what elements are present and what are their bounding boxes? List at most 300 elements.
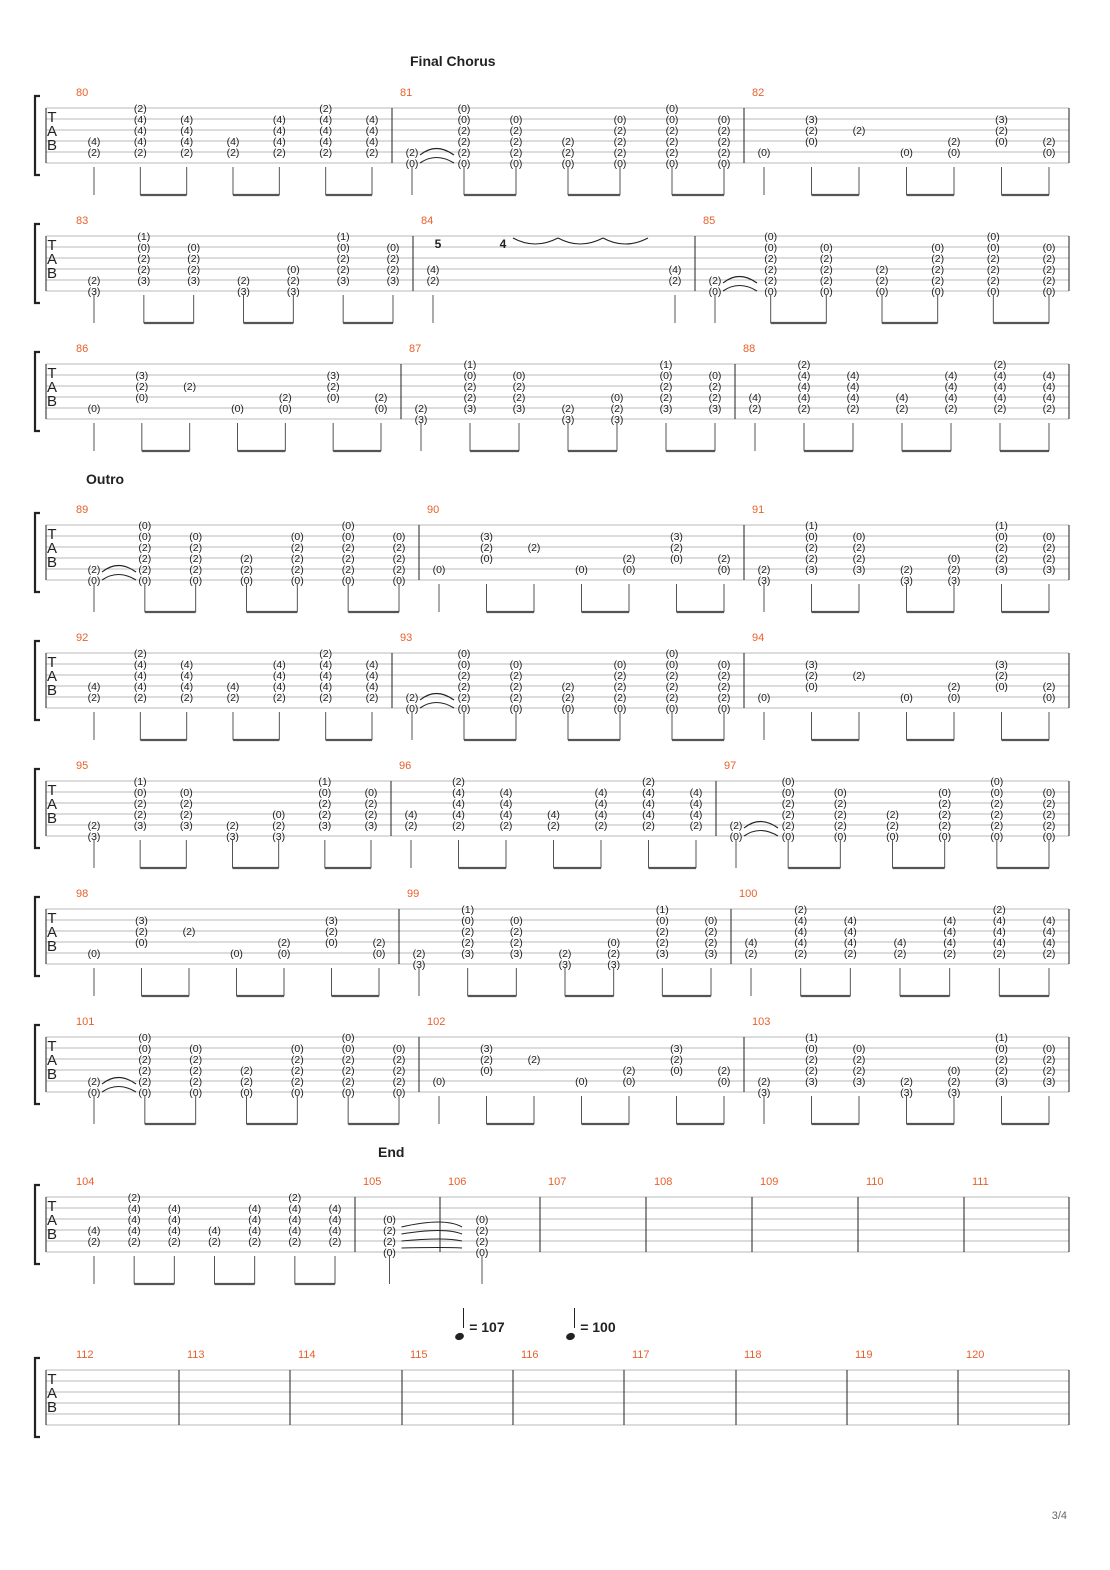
fret-number: (2) <box>852 670 866 682</box>
fret-number: (0) <box>931 286 945 298</box>
fret-number: (3) <box>237 286 250 298</box>
fret-number: (3) <box>659 403 673 415</box>
fret-number: (2) <box>943 948 957 960</box>
fret-number: (0) <box>931 242 945 254</box>
fret-number: (3) <box>670 1043 683 1055</box>
fret-number: (2) <box>665 136 679 148</box>
fret-number: (2) <box>480 542 493 554</box>
measure-number: 116 <box>521 1349 539 1361</box>
tab-clef-letter: T <box>47 109 57 126</box>
fret-number: (2) <box>364 809 378 821</box>
fret-number: (2) <box>392 553 406 565</box>
tie-arc <box>603 238 648 244</box>
fret-number: (0) <box>819 242 833 254</box>
fret-number: (0) <box>717 703 731 715</box>
fret-number: (0) <box>995 1043 1008 1055</box>
tab-clef-letter: T <box>47 654 57 671</box>
fret-number: (2) <box>875 275 889 287</box>
fret-number: (4) <box>689 809 703 821</box>
fret-number: (2) <box>986 264 1000 276</box>
fret-number: (2) <box>659 381 673 393</box>
fret-number: (0) <box>995 531 1008 543</box>
fret-number: (2) <box>805 125 818 137</box>
fret-number: (0) <box>461 915 475 927</box>
fret-number: (2) <box>852 553 866 565</box>
fret-number: (3) <box>947 1087 961 1099</box>
tempo-mark-100: = 100 <box>566 1312 616 1335</box>
fret-number: (2) <box>87 1236 101 1248</box>
measure-number: 88 <box>743 343 756 355</box>
fret-number: (3) <box>480 531 493 543</box>
measure-number: 111 <box>972 1176 989 1188</box>
fret-number: (0) <box>947 147 961 159</box>
fret-number: (2) <box>781 820 795 832</box>
fret-number: (4) <box>248 1225 262 1237</box>
fret-number: (2) <box>717 670 731 682</box>
fret-number: (2) <box>319 147 333 159</box>
fret-number: (3) <box>947 575 961 587</box>
fret-number: (0) <box>286 264 300 276</box>
measure-number: 115 <box>410 1349 428 1361</box>
measure-number: 105 <box>363 1176 382 1188</box>
fret-number: (2) <box>240 564 253 576</box>
fret-number: (1) <box>137 231 151 243</box>
measure-number: 106 <box>448 1176 467 1188</box>
fret-number: (2) <box>990 798 1004 810</box>
fret-number: (4) <box>365 659 379 671</box>
fret-number: (4) <box>272 114 286 126</box>
fret-number: (0) <box>622 1076 636 1088</box>
fret-number: (0) <box>457 659 471 671</box>
fret-number: (0) <box>187 242 201 254</box>
fret-number: (3) <box>607 959 621 971</box>
fret-number: (0) <box>833 787 847 799</box>
fret-number: (0) <box>135 392 149 404</box>
fret-number: (0) <box>781 787 795 799</box>
fret-number: (4) <box>547 809 560 821</box>
fret-number: (2) <box>278 392 292 404</box>
fret-number: (3) <box>558 959 572 971</box>
fret-number: (2) <box>179 809 193 821</box>
measure-number: 85 <box>703 215 716 227</box>
fret-number: (2) <box>670 1054 683 1066</box>
fret-number: (2) <box>392 542 406 554</box>
fret-number: (4) <box>272 659 286 671</box>
measure-number: 86 <box>76 343 89 355</box>
fret-number: (2) <box>87 820 101 832</box>
fret-number: (0) <box>87 575 101 587</box>
fret-number: (4) <box>943 937 957 949</box>
fret-number: (3) <box>325 915 338 927</box>
fret-number: (4) <box>167 1203 181 1215</box>
fret-number: (4) <box>992 937 1006 949</box>
fret-number: (0) <box>87 948 101 960</box>
fret-number: (0) <box>665 158 679 170</box>
fret-number: (4) <box>846 370 860 382</box>
fret-number: (3) <box>87 831 101 843</box>
fret-number: (0) <box>457 703 471 715</box>
fret-number: (0) <box>900 692 913 704</box>
fret-number: (0) <box>326 392 340 404</box>
fret-number: (3) <box>1042 564 1056 576</box>
fret-number: (2) <box>138 1065 152 1077</box>
fret-number: (2) <box>127 1192 141 1204</box>
fret-number: (1) <box>133 776 147 788</box>
fret-number: (2) <box>900 1076 913 1088</box>
measure-number: 80 <box>76 87 89 99</box>
fret-number: (2) <box>461 937 475 949</box>
fret-number: (0) <box>852 1043 866 1055</box>
fret-number: (2) <box>665 692 679 704</box>
fret-number: (2) <box>277 937 291 949</box>
tab-clef-letter: A <box>46 924 58 941</box>
fret-number: (4) <box>180 136 194 148</box>
fret-number: (0) <box>138 531 152 543</box>
fret-number: (4) <box>1042 937 1056 949</box>
fret-number: (4) <box>744 937 758 949</box>
tie-arc <box>402 1248 463 1249</box>
fret-number: (2) <box>819 275 833 287</box>
fret-number: (4) <box>794 937 808 949</box>
fret-number: (2) <box>374 392 388 404</box>
fret-number: (2) <box>613 136 627 148</box>
tab-clef-letter: B <box>46 265 58 282</box>
fret-number: (0) <box>135 937 148 949</box>
fret-number: (2) <box>1042 264 1056 276</box>
fret-number: (2) <box>290 553 304 565</box>
fret-number: (2) <box>87 1076 101 1088</box>
fret-number: (2) <box>512 381 526 393</box>
fret-number: (0) <box>805 681 818 693</box>
fret-number: (2) <box>463 381 477 393</box>
fret-number: (2) <box>1042 1065 1056 1077</box>
fret-number: (2) <box>240 1065 253 1077</box>
fret-number: (4) <box>846 392 860 404</box>
fret-number: (0) <box>189 1043 203 1055</box>
fret-number: (0) <box>659 370 673 382</box>
fret-number: (2) <box>509 926 523 938</box>
fret-number: (0) <box>708 370 722 382</box>
measure-number: 89 <box>76 504 89 516</box>
tab-clef-letter: A <box>46 1385 58 1402</box>
fret-number: (2) <box>133 809 147 821</box>
fret-number: (3) <box>805 564 818 576</box>
fret-number: (0) <box>708 286 722 298</box>
staff-bracket <box>35 513 40 592</box>
tie-arc <box>723 286 757 292</box>
tab-clef-letter: B <box>46 938 58 955</box>
fret-number: (2) <box>794 904 808 916</box>
fret-number: (1) <box>318 776 332 788</box>
fret-number: (2) <box>187 264 201 276</box>
fret-number: (2) <box>133 692 147 704</box>
fret-number: (0) <box>189 1087 203 1099</box>
fret-number: (2) <box>180 692 194 704</box>
fret-number: (4) <box>499 798 513 810</box>
fret-number: (2) <box>325 926 338 938</box>
fret-number: (2) <box>797 403 811 415</box>
fret-number: (2) <box>226 692 240 704</box>
tempo-mark-107: = 107 <box>455 1312 505 1335</box>
fret-number: (2) <box>561 147 575 159</box>
fret-number: (2) <box>689 820 703 832</box>
fret-number: (0) <box>995 681 1008 693</box>
fret-number: (0) <box>665 703 679 715</box>
fret-number: (0) <box>480 1065 493 1077</box>
fret-number: (4) <box>797 392 811 404</box>
fret-number: (2) <box>852 1054 866 1066</box>
fret-number: (2) <box>272 692 286 704</box>
fret-number: (2) <box>290 1076 304 1088</box>
fret-number: (0) <box>819 286 833 298</box>
fret-number: (0) <box>290 575 304 587</box>
fret-number: (2) <box>1042 553 1056 565</box>
fret-number: (0) <box>457 648 471 660</box>
fret-number: (2) <box>509 692 523 704</box>
fret-number: (2) <box>594 820 608 832</box>
fret-number: (2) <box>995 542 1008 554</box>
fret-number: (4) <box>167 1214 181 1226</box>
fret-number: (0) <box>341 531 355 543</box>
fret-number: (4) <box>226 681 240 693</box>
fret-number: (2) <box>138 564 152 576</box>
fret-number: (2) <box>286 275 300 287</box>
fret-number: (0) <box>990 776 1004 788</box>
tab-clef-letter: A <box>46 123 58 140</box>
fret-number: (2) <box>1042 681 1056 693</box>
tie-arc <box>102 1087 136 1093</box>
fret-number: (2) <box>665 681 679 693</box>
staff-bracket <box>35 1185 40 1264</box>
fret-number: (2) <box>717 553 731 565</box>
fret-number: (4) <box>328 1225 342 1237</box>
fret-number: (0) <box>341 520 355 532</box>
tie-arc <box>558 238 603 244</box>
tab-clef-letter: B <box>46 137 58 154</box>
fret-number: (2) <box>326 381 340 393</box>
fret-number: (2) <box>990 809 1004 821</box>
fret-number: (2) <box>138 553 152 565</box>
tie-arc <box>402 1222 463 1227</box>
fret-number: (0) <box>475 1247 489 1259</box>
fret-number: (3) <box>187 275 201 287</box>
fret-number: (0) <box>575 1076 588 1088</box>
fret-number: (4) <box>452 809 465 821</box>
fret-number: (2) <box>900 564 913 576</box>
fret-number: (4) <box>133 114 147 126</box>
fret-number: (0) <box>463 370 477 382</box>
fret-number: (4) <box>794 926 808 938</box>
fret-number: (3) <box>852 1076 866 1088</box>
measure-number: 112 <box>76 1349 94 1361</box>
fret-number: (4) <box>992 915 1006 927</box>
fret-number: (3) <box>509 948 523 960</box>
fret-number: (2) <box>748 403 762 415</box>
fret-number: (2) <box>781 809 795 821</box>
fret-number: (2) <box>237 275 250 287</box>
fret-number: (2) <box>372 937 386 949</box>
fret-number: (0) <box>509 659 523 671</box>
fret-number: (2) <box>189 564 203 576</box>
tab-clef-letter: A <box>46 540 58 557</box>
fret-number: (1) <box>461 904 475 916</box>
staff-bracket <box>35 1358 40 1437</box>
fret-number: (2) <box>527 542 541 554</box>
fret-number: (0) <box>1042 831 1056 843</box>
measure-number: 107 <box>548 1176 567 1188</box>
fret-number: (2) <box>87 275 101 287</box>
fret-number: (2) <box>405 692 419 704</box>
fret-number: (4) <box>797 381 811 393</box>
fret-number: (4) <box>794 915 808 927</box>
fret-number: (0) <box>990 787 1004 799</box>
fret-number: (2) <box>613 125 627 137</box>
fret-number: (0) <box>622 564 636 576</box>
fret-number: (2) <box>189 1054 203 1066</box>
fret-number: (2) <box>189 1076 203 1088</box>
fret-number: (2) <box>457 681 471 693</box>
fret-number: (0) <box>392 531 406 543</box>
fret-number: (0) <box>704 915 718 927</box>
fret-number: (0) <box>717 114 731 126</box>
fret-number: (0) <box>670 553 683 565</box>
fret-number: (0) <box>805 1043 818 1055</box>
tab-clef-letter: T <box>47 526 57 543</box>
tab-clef-letter: B <box>46 393 58 410</box>
measure-number: 95 <box>76 760 89 772</box>
fret-number: (0) <box>240 575 253 587</box>
fret-number: (3) <box>137 275 151 287</box>
fret-number: (2) <box>805 1065 818 1077</box>
fret-number: (0) <box>990 831 1004 843</box>
fret-number: (2) <box>561 403 575 415</box>
fret-number: (0) <box>729 831 743 843</box>
measure-number: 96 <box>399 760 412 772</box>
measure-number: 82 <box>752 87 765 99</box>
fret-number: (3) <box>900 1087 913 1099</box>
fret-number: (4) <box>594 798 608 810</box>
fret-number: (0) <box>240 1087 253 1099</box>
fret-number: (4) <box>1042 926 1056 938</box>
fret-number: (0) <box>231 403 244 415</box>
tie-arc <box>513 238 558 244</box>
fret-number: (2) <box>995 670 1008 682</box>
fret-number: (3) <box>704 948 718 960</box>
fret-number: (2) <box>475 1236 489 1248</box>
fret-number: (2) <box>189 553 203 565</box>
fret-number: (2) <box>1042 542 1056 554</box>
fret-number: (0) <box>717 1076 731 1088</box>
fret-number: (3) <box>414 414 428 426</box>
fret-number: (4) <box>133 681 147 693</box>
fret-number: (0) <box>189 531 203 543</box>
fret-number: (2) <box>290 564 304 576</box>
fret-number: (3) <box>805 114 818 126</box>
fret-number: (2) <box>895 403 909 415</box>
fret-number: (0) <box>87 403 101 415</box>
fret-number: (2) <box>208 1236 221 1248</box>
fret-number: (2) <box>805 1054 818 1066</box>
fret-number: (0) <box>475 1214 489 1226</box>
fret-number: (2) <box>717 681 731 693</box>
fret-number: (2) <box>717 136 731 148</box>
fret-number: (0) <box>1042 286 1056 298</box>
fret-number: (1) <box>463 359 477 371</box>
fret-number: (2) <box>805 553 818 565</box>
fret-number: (4) <box>319 659 333 671</box>
fret-number: (2) <box>993 359 1007 371</box>
fret-number: (0) <box>717 659 731 671</box>
fret-number: (0) <box>938 787 952 799</box>
time-signature-digit: 4 <box>499 237 507 251</box>
fret-number: (2) <box>995 125 1008 137</box>
fret-number: (0) <box>561 703 575 715</box>
fret-number: (3) <box>757 575 771 587</box>
fret-number: (2) <box>757 564 771 576</box>
fret-number: (0) <box>277 948 291 960</box>
fret-number: (0) <box>405 703 419 715</box>
fret-number: (4) <box>993 381 1007 393</box>
fret-number: (0) <box>137 242 151 254</box>
staff-bracket <box>35 769 40 848</box>
fret-number: (0) <box>138 1043 152 1055</box>
fret-number: (3) <box>412 959 426 971</box>
fret-number: (4) <box>133 670 147 682</box>
tab-clef-letter: T <box>47 1371 57 1388</box>
fret-number: (2) <box>240 1076 253 1088</box>
fret-number: (2) <box>138 542 152 554</box>
fret-number: (4) <box>180 114 194 126</box>
fret-number: (0) <box>87 1087 101 1099</box>
fret-number: (0) <box>607 937 621 949</box>
fret-number: (0) <box>717 564 731 576</box>
fret-number: (0) <box>341 1087 355 1099</box>
fret-number: (3) <box>135 370 149 382</box>
tab-clef-letter: B <box>46 1226 58 1243</box>
fret-number: (2) <box>319 648 333 660</box>
fret-number: (4) <box>180 670 194 682</box>
fret-number: (4) <box>895 392 909 404</box>
fret-number: (2) <box>135 926 148 938</box>
fret-number: (0) <box>670 1065 683 1077</box>
fret-number: (2) <box>452 776 465 788</box>
fret-number: (2) <box>886 809 899 821</box>
fret-number: (2) <box>392 1076 406 1088</box>
fret-number: (2) <box>240 553 253 565</box>
fret-number: (1) <box>995 1032 1008 1044</box>
fret-number: (2) <box>938 809 952 821</box>
measure-number: 87 <box>409 343 422 355</box>
fret-number: (4) <box>365 136 379 148</box>
fret-number: (2) <box>365 147 379 159</box>
fret-number: (4) <box>319 681 333 693</box>
tie-arc <box>102 575 136 581</box>
fret-number: (2) <box>819 253 833 265</box>
fret-number: (4) <box>944 392 958 404</box>
fret-number: (0) <box>509 114 523 126</box>
fret-number: (0) <box>341 1032 355 1044</box>
fret-number: (2) <box>947 564 961 576</box>
fret-number: (0) <box>938 831 952 843</box>
fret-number: (0) <box>764 242 778 254</box>
tab-clef-letter: A <box>46 668 58 685</box>
fret-number: (2) <box>990 820 1004 832</box>
fret-number: (0) <box>852 531 866 543</box>
fret-number: (2) <box>226 820 239 832</box>
fret-number: (1) <box>805 1032 818 1044</box>
fret-number: (3) <box>480 1043 493 1055</box>
fret-number: (4) <box>272 670 286 682</box>
